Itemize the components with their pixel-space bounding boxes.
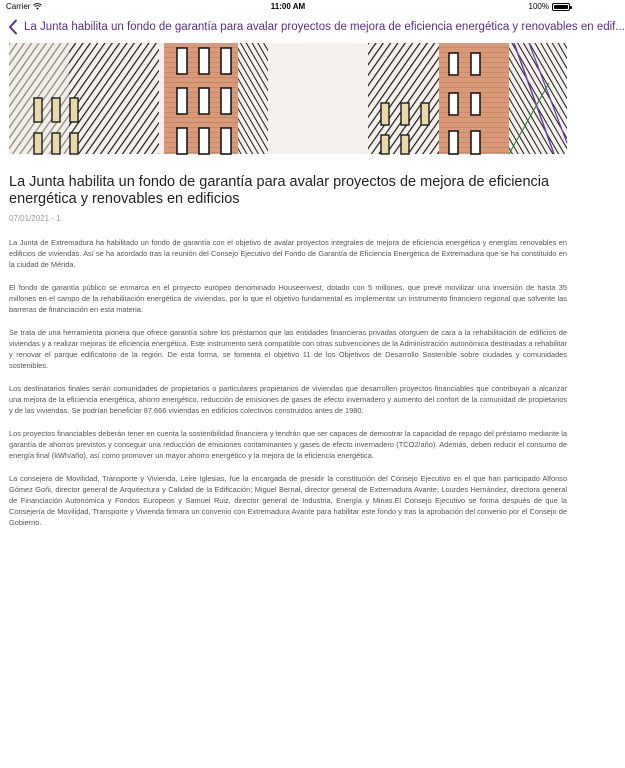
battery-icon — [552, 3, 570, 11]
article — [9, 174, 567, 528]
chevron-left-icon — [8, 19, 18, 35]
article-paragraph: La Junta de Extremadura ha habilitado un fondo de garantía con el objetivo de avalar proyectos integrales de mejora de eficiencia energética y energías renovables en edificios de viviendas. Así se ha acordado tras la reunión del Consejo Ejecutivo del Fondo de Garantía de Eficiencia Energética de Extremadura que se ha constituido en la ciudad de Mérida. — [9, 238, 567, 269]
article-headline: La Junta habilita un fondo de garantía para avalar proyectos de mejora de eficiencia energética y renovables en edificios — [9, 174, 550, 207]
back-button[interactable] — [2, 13, 24, 41]
status-bar — [0, 0, 576, 13]
status-right — [529, 2, 570, 11]
carrier-label: Carrier — [6, 2, 31, 11]
nav-title: La Junta habilita un fondo de garantía para avalar proyectos de mejora de eficiencia energética y renovables en edif... — [24, 21, 625, 33]
article-paragraph: La consejera de Movilidad, Transporte y Vivienda, Leire Iglesias, fue la encargada de presidir la constitución del Consejo Ejecutivo en el que han participado Alfonso Gómez Goñi, director general de Arquitectura y Calidad de la Edificación; Miguel Bernal, director general de Extremadura Avante; Lourdes Hernández, directora general de Financiación Autonómica y Fondos Europeos y Samuel Ruiz, director general de Industria, Energía y Minas.El Consejo Ejecutivo se forma después de que la Consejería de Movilidad, Transporte y Vivienda firmara un convenio con Extremadura Avante para habilitar este fondo y tras la aprobación del convenio por el Consejo de Gobierno. — [9, 474, 567, 527]
status-time: 11:00 AM — [270, 2, 306, 11]
article-paragraph: Los destinatarios finales serán comunidades de propietarios o particulares propietarios de viviendas que desarrollen proyectos financiables que contribuyan a alcanzar una mejora de la eficiencia energética, ahorro energético, reducción de emisiones de gases de efecto invernadero y aumento del confort de la comunidad de propietarios y de las viviendas. Se podrían beneficiar 87.666 viviendas en edificios colectivos construidos antes de 1980. — [9, 384, 567, 415]
article-date: 07/01/2021 - 1 — [9, 214, 61, 223]
article-paragraph: Se trata de una herramienta pionera que ofrece garantía sobre los préstamos que las entidades financieras privadas otorguen de cara a la rehabilitación de edificios de viviendas y a realizar mejoras de eficiencia energética. Este instrumento será compatible con otras subvenciones de la Administración autonómica destinadas a rehabilitar y renovar el parque edificatorio de la región. De esta forma, se fomenta el objetivo 11 de los Objetivos de Desarrollo Sostenible sobre ciudades y comunidades sostenibles. — [9, 328, 567, 370]
battery-percent: 100% — [528, 2, 549, 11]
article-hero-image — [9, 43, 567, 154]
navigation-bar — [0, 13, 625, 41]
building-illustration — [9, 43, 567, 154]
article-paragraph: El fondo de garantía público se enmarca en el proyecto europeo denominado Houseenvest, dotado con 5 millones, que prevé movilizar una inversión de hasta 35 millones en el campo de la rehabilitación energética de viviendas, por lo que el objetivo fundamental es implementar un instrumento financiero regional que solvente las barreras de financiación en esta materia. — [9, 283, 567, 314]
article-paragraph: Los proyectos financiables deberán tener en cuenta la sostenibilidad financiera y tendrán que ser capaces de demostrar la capacidad de repago del préstamo mediante la garantía de ahorros previstos y conseguir una reducción de emisiones contaminantes y gases de efecto invernadero (TCO2/año). Además, deben reducir el consumo de energía final (kWh/año), así como promover un mayor ahorro energético y la mejora de la eficiencia energética. — [9, 429, 567, 460]
